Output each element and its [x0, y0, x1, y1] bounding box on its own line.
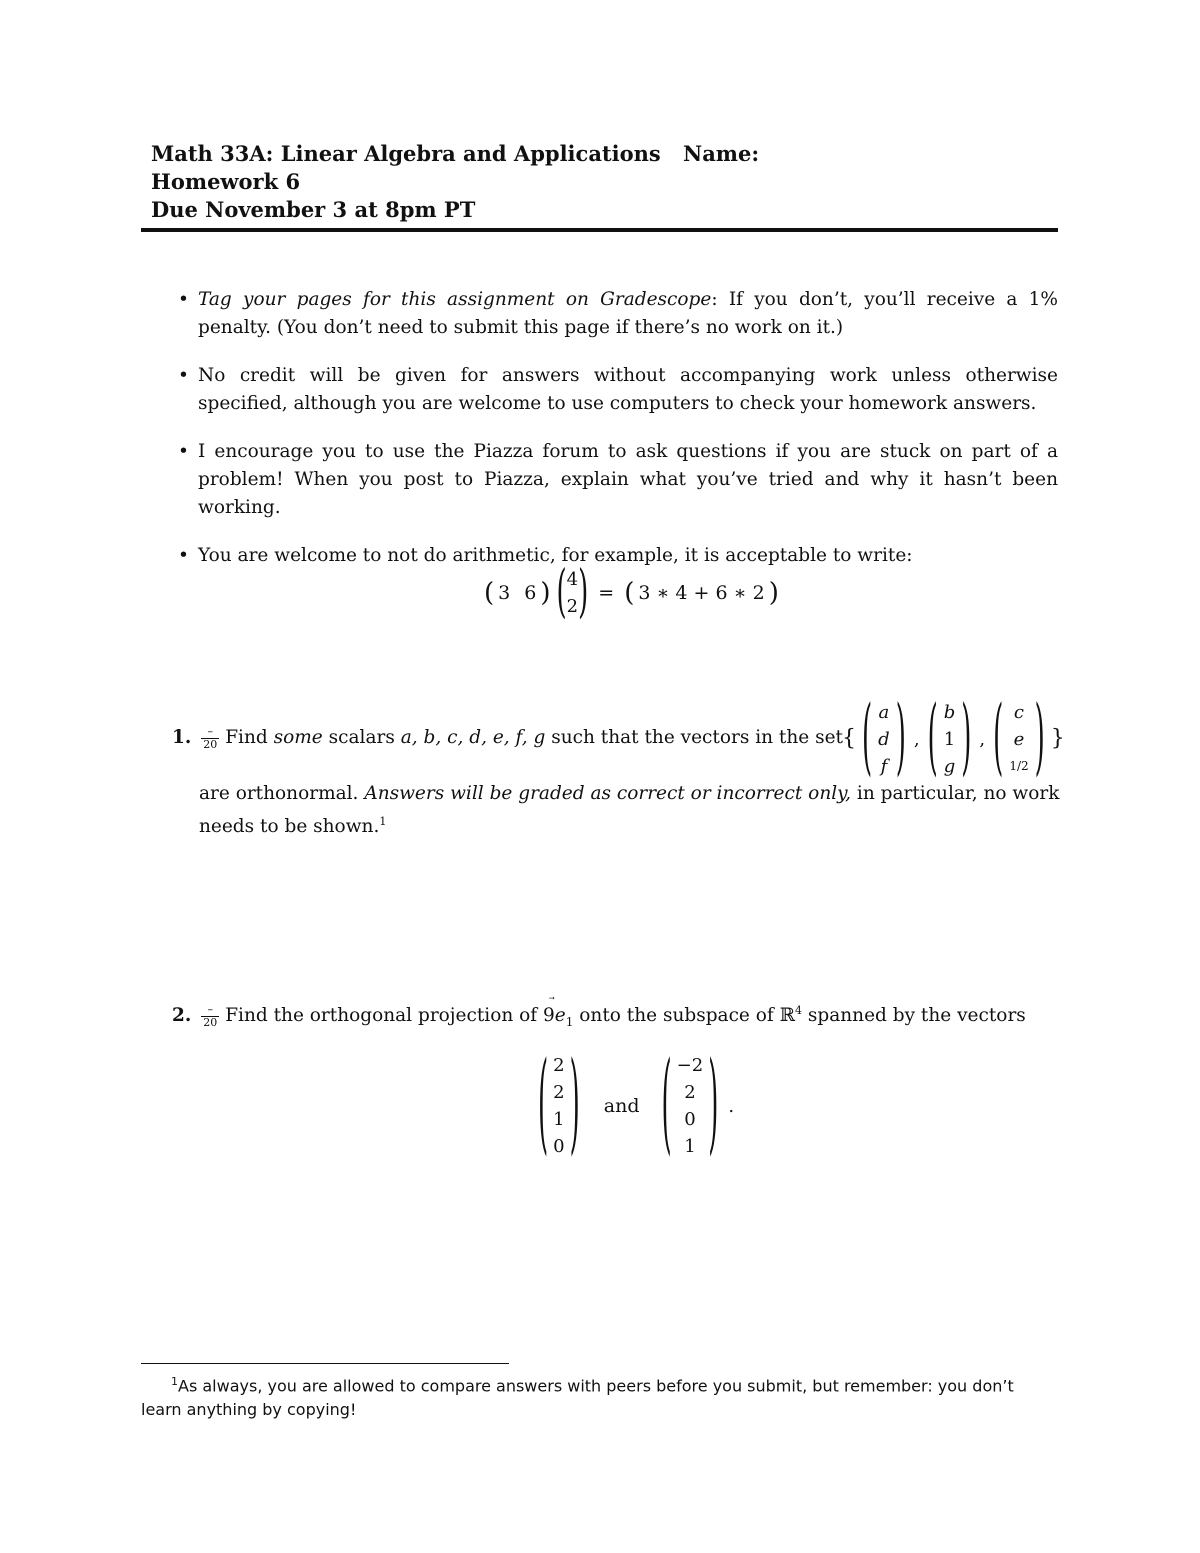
- footnote: $^1$As always, you are allowed to compare answers with peers before you submit, but remember: you don’t learn anything by copying!: [141, 1375, 1014, 1420]
- instruction-item: • I encourage you to use the Piazza forum to ask questions if you are stuck on part of a problem! When you post to Piazza, explain what you’ve tried and why it hasn’t been working.: [178, 441, 1058, 518]
- problem-2-line1: 2. $\frac{-}{20}$ Find the orthogonal projection of 9 $e_1$ onto the subspace of ℝ$^4$ spanned by the vectors: [172, 1002, 1026, 1029]
- vector-e: e: [554, 1005, 566, 1027]
- example-equation: ( 3 6 ) ( 4 2 ) = ( 3 ∗ 4 + 6 ∗ 2 ): [484, 560, 779, 626]
- header-rule: [141, 228, 1058, 232]
- homework-title: Homework 6: [151, 169, 301, 194]
- vector-2: b 1 g: [943, 701, 956, 777]
- problem-1-line1: 1. $\frac{-}{20}$ Find some scalars a, b, c, d, e, f, g such that the vectors in the set: [172, 724, 843, 751]
- name-label: Name:: [683, 141, 760, 166]
- vector-1: 2 2 1 0: [553, 1055, 565, 1157]
- problem-1-line2: are orthonormal. Answers will be graded as correct or incorrect only, in particular, no work: [199, 783, 1060, 804]
- footnote-mark: 1: [379, 815, 387, 828]
- problem-1-vector-set: { ( a d f ) , ( b 1 g ) , ( c e 1/2 ) }: [842, 691, 1065, 787]
- instruction-item: • Tag your pages for this assignment on Gradescope: If you don’t, you’ll receive a 1% penalty. (You don’t need to submit this page if there’s no work on it.): [178, 289, 1058, 338]
- vector-2: −2 2 0 1: [676, 1055, 704, 1157]
- footnote-rule: [141, 1363, 509, 1364]
- points-fraction: $\frac{-}{20}$: [203, 1002, 218, 1029]
- due-date: Due November 3 at 8pm PT: [151, 197, 476, 222]
- instruction-item: • You are welcome to not do arithmetic, for example, it is acceptable to write:: [178, 545, 913, 566]
- instruction-item: • No credit will be given for answers without accompanying work unless otherwise specified, although you are welcome to use computers to check your homework answers.: [178, 365, 1058, 414]
- vector-1: a d f: [878, 701, 890, 777]
- vector-3: c e 1/2: [1009, 701, 1029, 773]
- problem-2-vectors: ( 2 2 1 0 ) and ( −2 2 0 1 ) .: [538, 1043, 735, 1169]
- points-fraction: $\frac{-}{20}$: [203, 724, 218, 751]
- instructions-list: [178, 286, 1058, 590]
- problem-1-line3: needs to be shown.$^1$: [199, 815, 387, 838]
- course-title: Math 33A: Linear Algebra and Applications: [151, 141, 661, 166]
